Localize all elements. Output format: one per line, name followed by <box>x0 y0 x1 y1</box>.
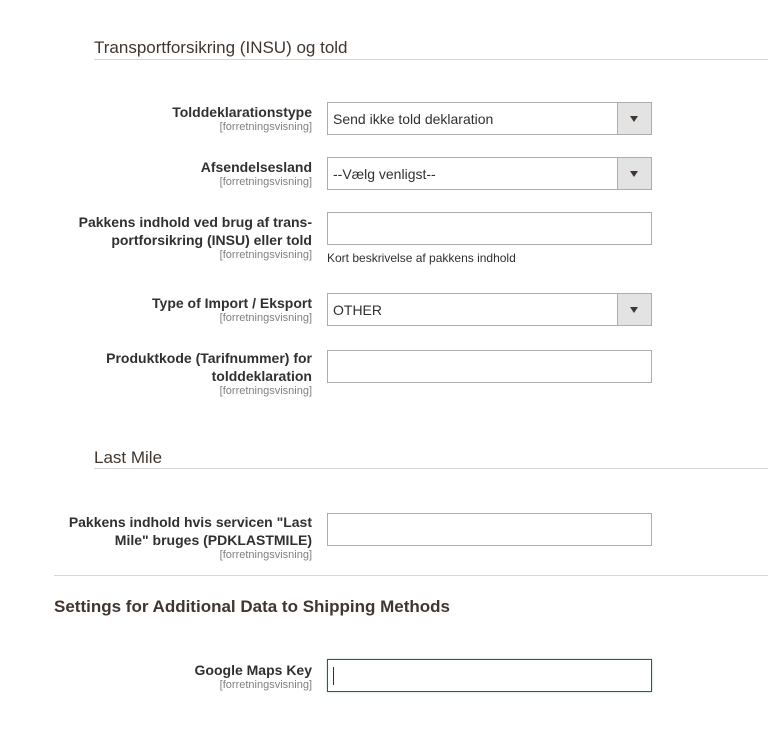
label-text: Google Maps Key <box>194 662 312 678</box>
customs-type-select[interactable] <box>327 102 652 135</box>
import-export-select[interactable] <box>327 293 652 326</box>
chevron-down-icon <box>630 116 638 122</box>
label-text: Afsendelsesland <box>200 159 312 175</box>
label-text-line1: Pakkens indhold hvis servicen "Last <box>68 514 312 530</box>
label-text-line2: portforsikring (INSU) eller told <box>111 232 312 248</box>
label-text-line1: Produktkode (Tarifnummer) for <box>106 350 312 366</box>
field-label-customs-type <box>12 103 312 133</box>
scope-label: [forretningsvisning] <box>219 121 312 133</box>
field-label-origin-country <box>12 158 312 188</box>
product-code-input[interactable] <box>327 350 652 383</box>
contents-insu-input[interactable] <box>327 212 652 245</box>
scope-label: [forretningsvisning] <box>219 385 312 397</box>
scope-label: [forretningsvisning] <box>219 249 312 261</box>
scope-label: [forretningsvisning] <box>219 549 312 561</box>
dropdown-button[interactable] <box>617 103 651 134</box>
chevron-down-icon <box>630 307 638 313</box>
google-maps-key-input[interactable] <box>327 659 652 692</box>
select-value: OTHER <box>333 302 382 318</box>
field-label-contents-insu <box>12 213 312 261</box>
select-value: --Vælg venligst-- <box>333 166 436 182</box>
section-divider <box>94 468 768 469</box>
label-text-line1: Pakkens indhold ved brug af trans- <box>78 214 312 230</box>
label-text-line2: tolddeklaration <box>211 368 312 384</box>
dropdown-button[interactable] <box>617 158 651 189</box>
dropdown-button[interactable] <box>617 294 651 325</box>
section-title-insu: Transportforsikring (INSU) og told <box>94 38 348 57</box>
field-label-import-export <box>12 294 312 324</box>
scope-label: [forretningsvisning] <box>219 312 312 324</box>
group-divider <box>54 575 768 576</box>
text-caret <box>333 667 334 685</box>
field-label-contents-lastmile <box>12 513 312 561</box>
label-text: Tolddeklarationstype <box>172 104 312 120</box>
section-title-lastmile: Last Mile <box>94 448 163 467</box>
chevron-down-icon <box>630 171 638 177</box>
contents-lastmile-input[interactable] <box>327 513 652 546</box>
scope-label: [forretningsvisning] <box>219 176 312 188</box>
origin-country-select[interactable] <box>327 157 652 190</box>
field-label-google-maps-key <box>12 661 312 691</box>
select-value: Send ikke told deklaration <box>333 111 494 127</box>
label-text: Type of Import / Eksport <box>152 295 312 311</box>
field-label-product-code <box>12 349 312 397</box>
section-divider <box>94 59 768 60</box>
scope-label: [forretningsvisning] <box>219 679 312 691</box>
section-title-additional: Settings for Additional Data to Shipping Methods <box>54 597 451 616</box>
label-text-line2: Mile" bruges (PDKLASTMILE) <box>114 532 312 548</box>
field-note: Kort beskrivelse af pakkens indhold <box>327 251 516 265</box>
